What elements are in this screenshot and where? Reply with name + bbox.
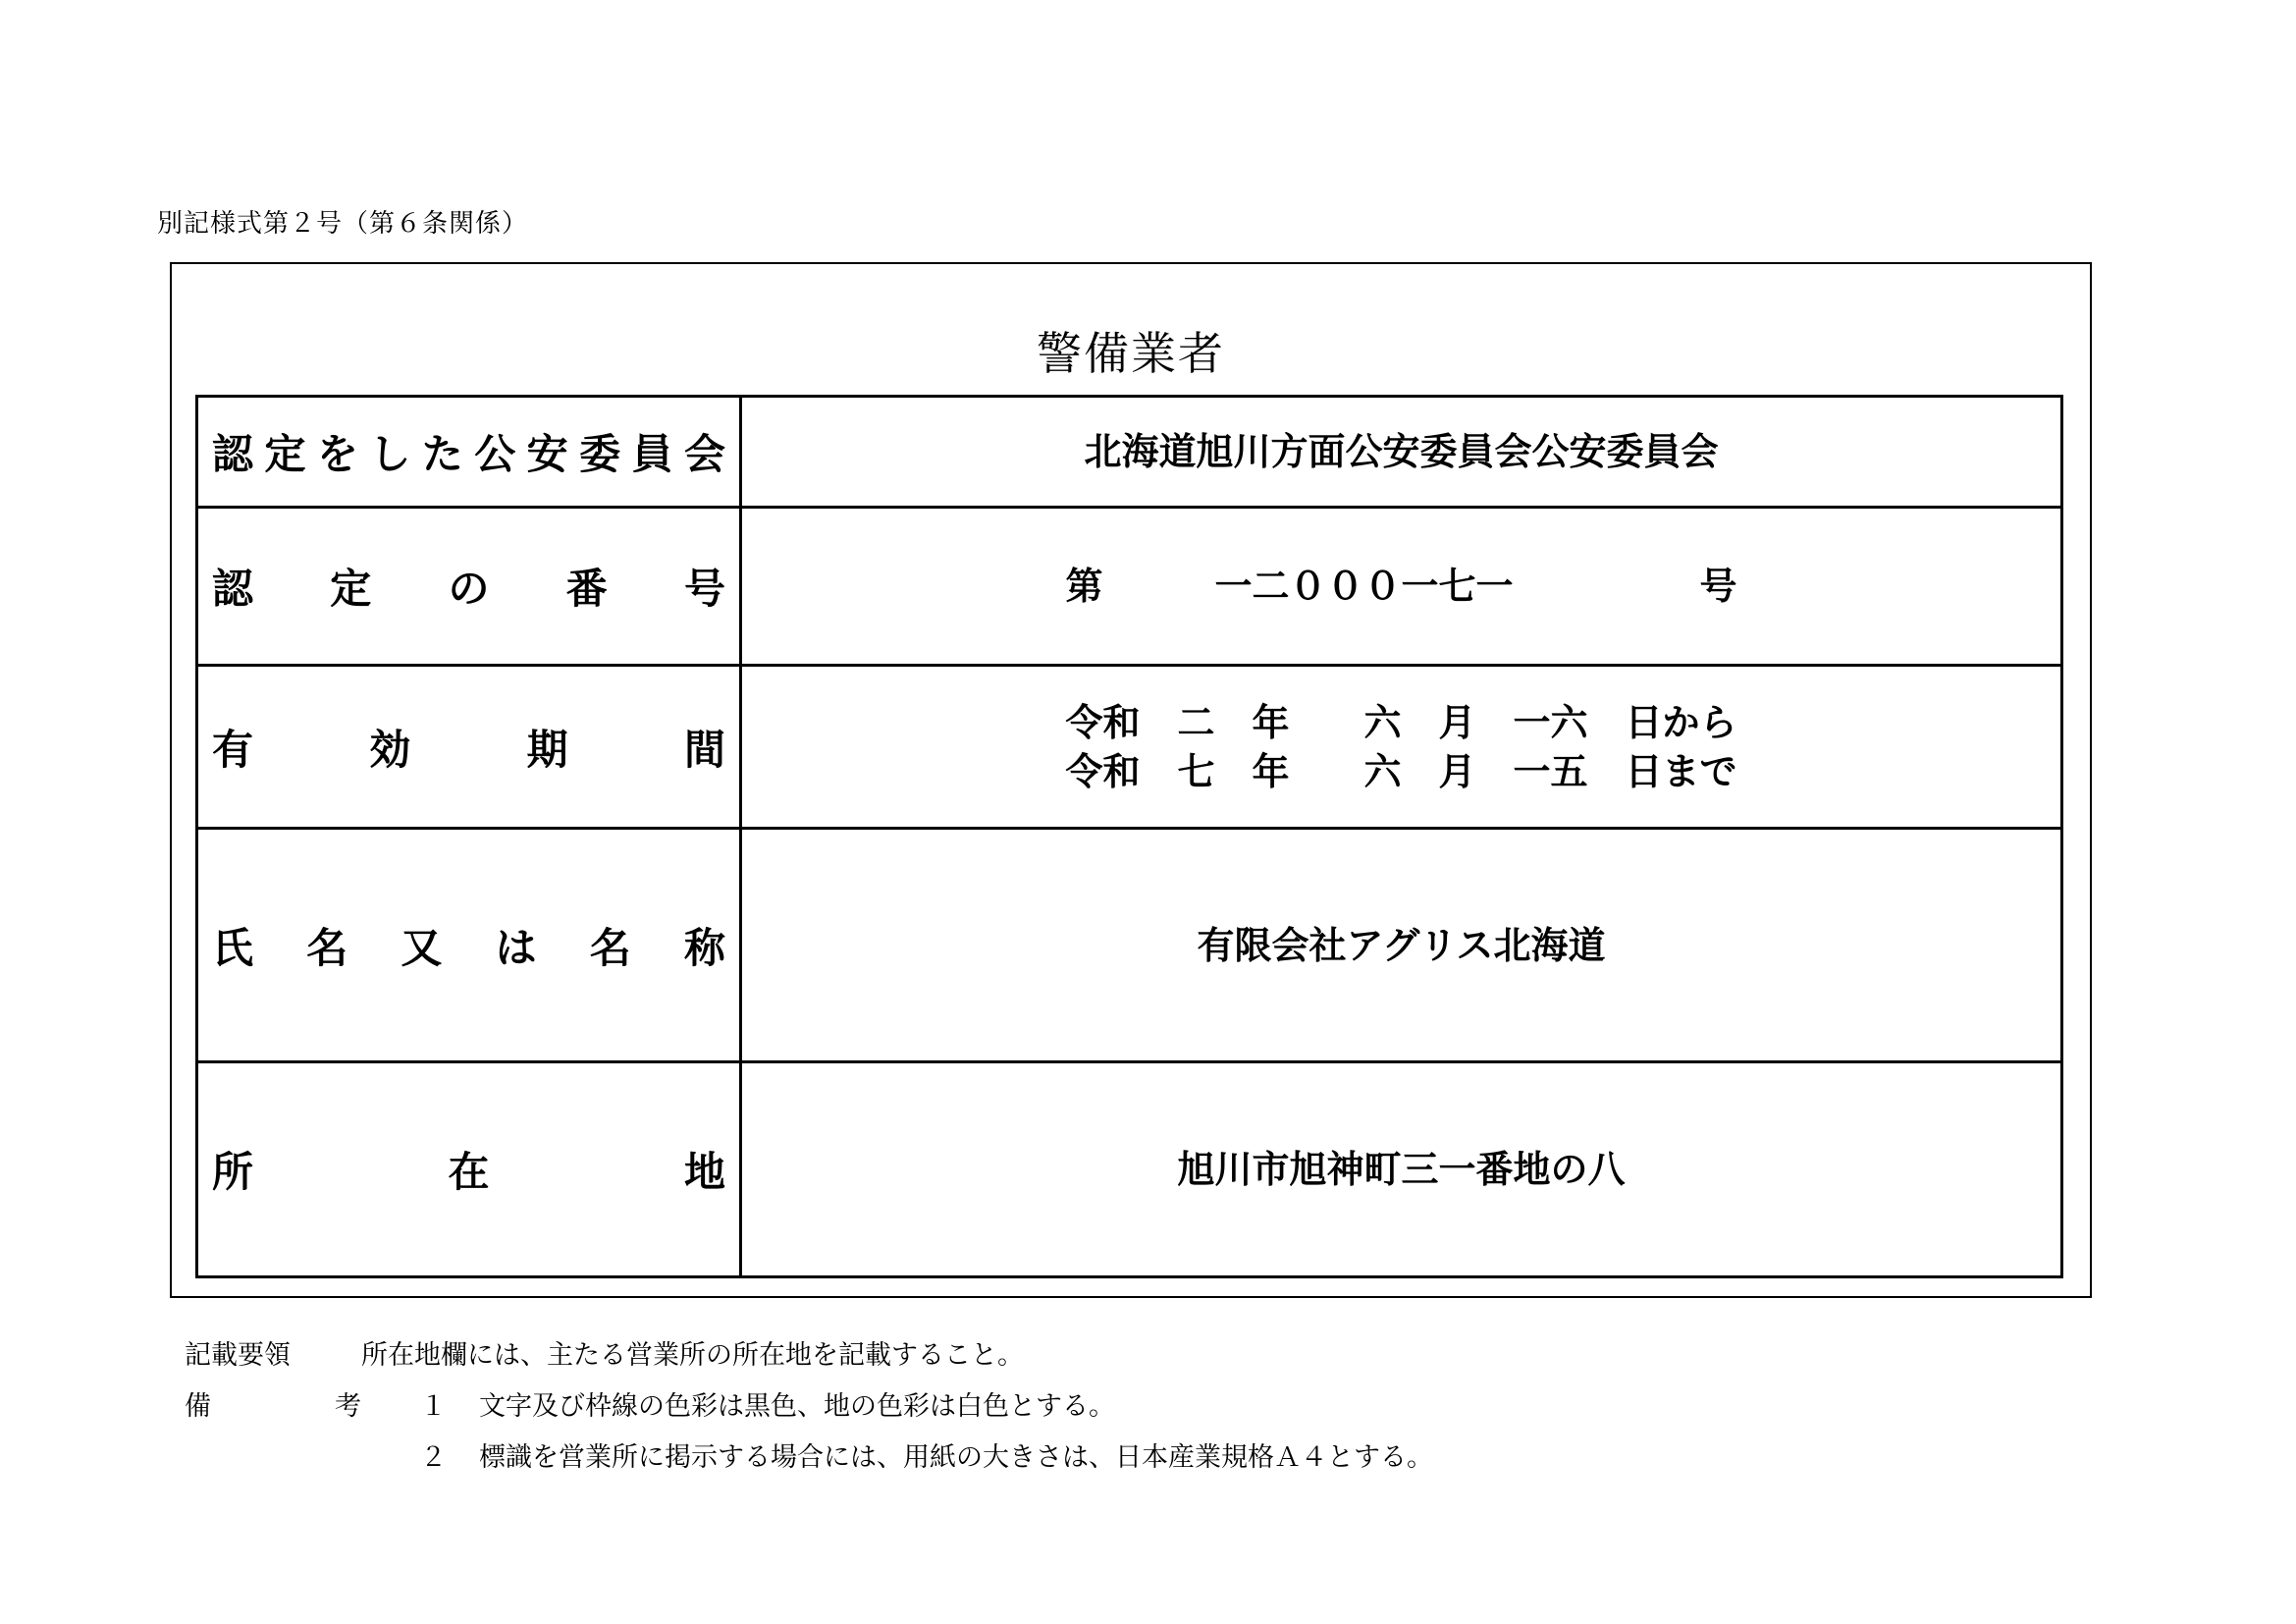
- row-label-text: [198, 718, 739, 777]
- row-label-cert-number: [197, 508, 741, 666]
- label-char: の: [448, 565, 490, 613]
- row-label-validity: [197, 666, 741, 829]
- remark-number: １: [420, 1391, 447, 1422]
- label-char: 間: [683, 725, 725, 774]
- remark-number: ２: [420, 1442, 447, 1473]
- value-line: 令和 二 年 六 月 一六 日から: [1065, 699, 1737, 744]
- label-char: 名: [306, 923, 348, 972]
- sign-table: [195, 395, 2063, 1278]
- label-char: た: [421, 430, 463, 478]
- label-char: 有: [212, 725, 254, 774]
- label-char: 氏: [212, 923, 254, 972]
- label-char: 称: [683, 923, 725, 972]
- row-label-text: [198, 1140, 739, 1199]
- label-char: 認: [212, 430, 254, 478]
- label-char: 定: [330, 565, 372, 613]
- remark-2: [185, 1433, 1433, 1484]
- label-char: 番: [565, 565, 608, 613]
- label-char: 認: [212, 565, 254, 613]
- row-value-validity: [741, 666, 2062, 829]
- value-line: 有限会社アグリス北海道: [1197, 922, 1606, 967]
- label-char: 号: [683, 565, 725, 613]
- label-char: 効: [369, 725, 411, 774]
- value-line: 旭川市旭神町三一番地の八: [1177, 1147, 1626, 1191]
- row-value-name: [741, 829, 2062, 1062]
- value-line: 第 一二０００一七一 号: [1065, 564, 1737, 608]
- label-char: を: [316, 430, 358, 478]
- row-value-address: [741, 1062, 2062, 1277]
- row-value-cert-number: [741, 508, 2062, 666]
- table-row: [197, 829, 2062, 1062]
- remark-text: 文字及び枠線の色彩は黒色、地の色彩は白色とする。: [479, 1391, 1115, 1422]
- label-char: 又: [400, 923, 443, 972]
- entry-instructions-text: 所在地欄には、主たる営業所の所在地を記載すること。: [361, 1340, 1024, 1371]
- remarks-heading: [185, 1381, 361, 1433]
- row-label-text: [198, 422, 739, 481]
- label-char: 定: [264, 430, 306, 478]
- row-label-committee: [197, 397, 741, 508]
- sign-frame: [170, 262, 2092, 1298]
- label-char: 名: [589, 923, 631, 972]
- row-label-text: [198, 916, 739, 975]
- label-char: 会: [683, 430, 725, 478]
- remark-text: 標識を営業所に掲示する場合には、用紙の大きさは、日本産業規格Ａ４とする。: [479, 1442, 1433, 1473]
- table-row: [197, 666, 2062, 829]
- row-value-committee: [741, 397, 2062, 508]
- label-char: 員: [631, 430, 673, 478]
- table-row: [197, 397, 2062, 508]
- label-char: 委: [579, 430, 621, 478]
- sign-title: 警備業者: [1037, 327, 1225, 380]
- label-char: 安: [526, 430, 568, 478]
- row-label-name: [197, 829, 741, 1062]
- row-label-text: [198, 557, 739, 616]
- value-line: 北海道旭川方面公安委員会公安委員会: [1084, 429, 1719, 473]
- form-number-label: 別記様式第２号（第６条関係）: [157, 209, 529, 239]
- remarks-heading-char: 備: [185, 1391, 211, 1422]
- remark-1: [185, 1381, 1433, 1433]
- label-char: し: [369, 430, 411, 478]
- entry-instructions: [185, 1330, 1433, 1381]
- label-char: 地: [683, 1148, 725, 1196]
- label-char: 公: [474, 430, 516, 478]
- table-row: [197, 1062, 2062, 1277]
- entry-instructions-heading: 記載要領: [185, 1340, 291, 1371]
- row-label-address: [197, 1062, 741, 1277]
- label-char: 所: [212, 1148, 254, 1196]
- remarks-heading-char: 考: [335, 1391, 361, 1422]
- value-line: 令和 七 年 六 月 一五 日まで: [1065, 748, 1737, 793]
- label-char: 期: [526, 725, 568, 774]
- table-row: [197, 508, 2062, 666]
- label-char: 在: [448, 1148, 490, 1196]
- label-char: は: [495, 923, 537, 972]
- notes-section: [185, 1330, 1433, 1484]
